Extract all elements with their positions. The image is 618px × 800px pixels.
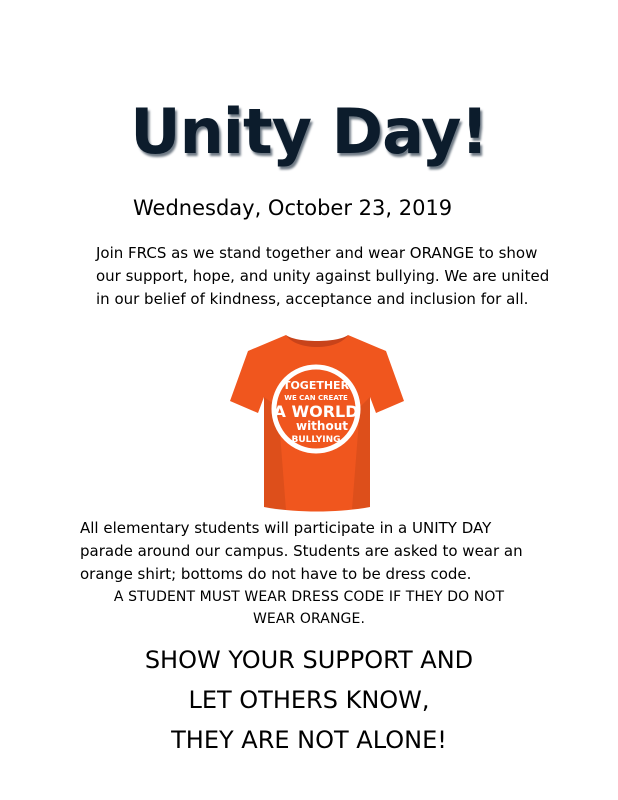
closing-line: THEY ARE NOT ALONE! <box>171 726 447 754</box>
closing-line: SHOW YOUR SUPPORT AND <box>144 646 474 674</box>
tshirt-icon <box>228 327 406 513</box>
intro-line: our support, hope, and unity against bullying. We are united <box>96 267 550 285</box>
intro-line: Join FRCS as we stand together and wear ORANGE to show <box>96 244 538 262</box>
intro-paragraph <box>96 242 556 311</box>
print-line: without <box>295 419 349 433</box>
print-line: BULLYING <box>291 435 341 445</box>
print-line: WE CAN CREATE <box>284 394 348 402</box>
warning-line: A STUDENT MUST WEAR DRESS CODE IF THEY DO NOT <box>113 589 505 605</box>
print-line: TOGETHER <box>282 379 350 392</box>
warning-line: WEAR ORANGE. <box>252 611 366 627</box>
page-title: Unity Day! <box>130 95 488 168</box>
details-line: parade around our campus. Students are asked to wear an <box>80 542 523 560</box>
print-line: A WORLD <box>273 402 359 421</box>
event-date: Wednesday, October 23, 2019 <box>133 196 453 220</box>
closing-message <box>0 640 618 760</box>
details-line: All elementary students will participate in a UNITY DAY <box>80 519 492 537</box>
dress-code-warning <box>0 586 618 630</box>
intro-line: in our belief of kindness, acceptance and inclusion for all. <box>96 290 529 308</box>
details-line: orange shirt; bottoms do not have to be dress code. <box>80 565 472 583</box>
closing-line: LET OTHERS KNOW, <box>188 686 430 714</box>
orange-tshirt-image <box>228 327 406 513</box>
details-paragraph <box>80 517 550 586</box>
